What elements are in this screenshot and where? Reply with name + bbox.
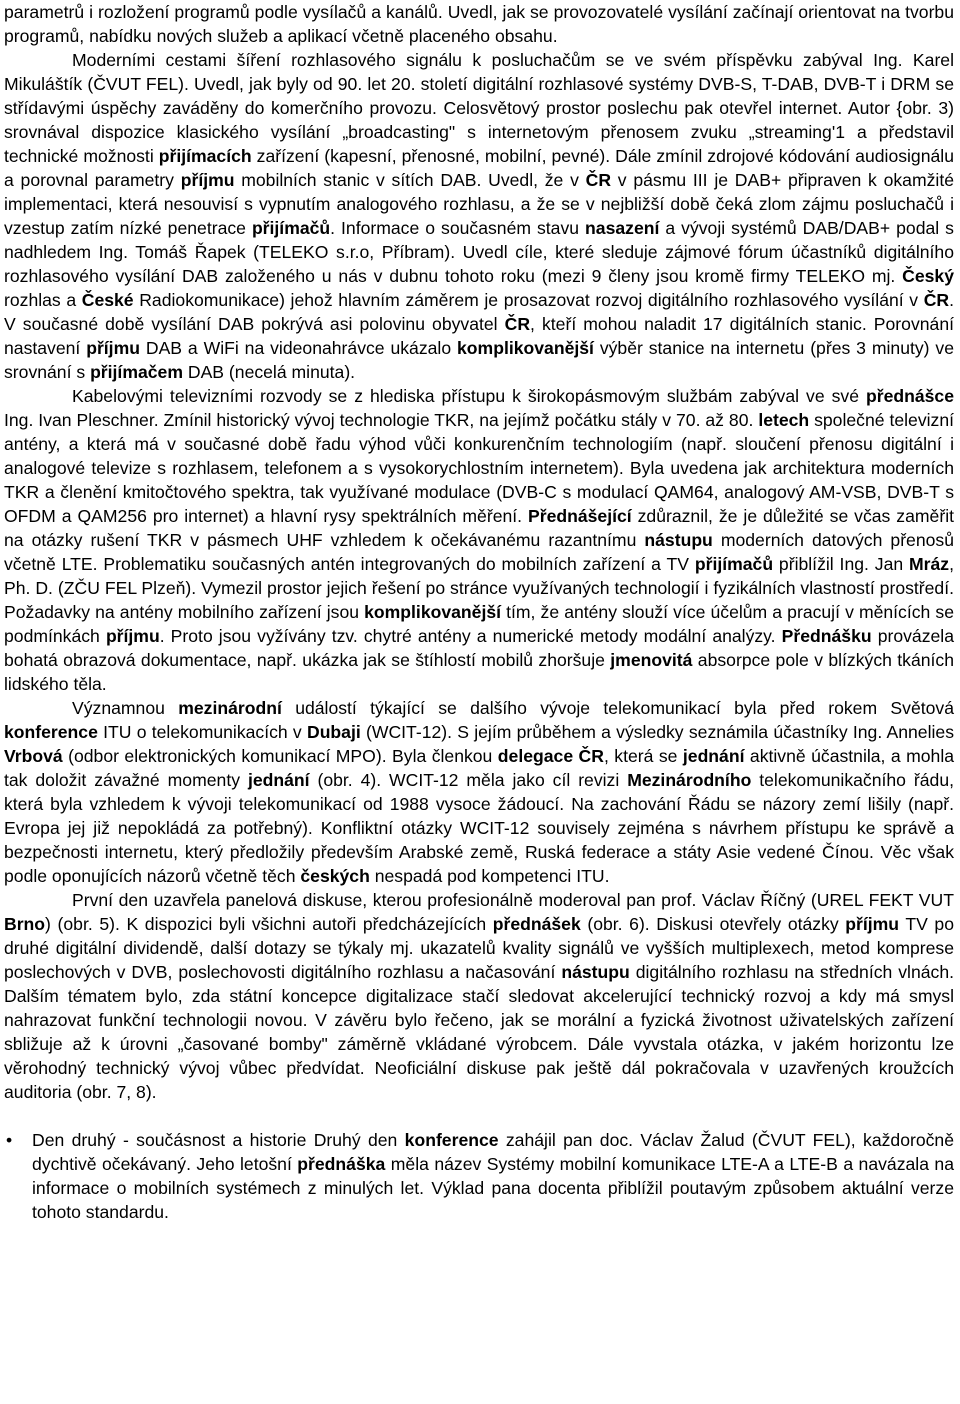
- bold-term: příjmu: [845, 914, 900, 934]
- bold-term: přednášek: [492, 914, 581, 934]
- bold-term: Vrbová: [4, 746, 63, 766]
- paragraph: [4, 48, 954, 384]
- text-run: ) (obr. 5). K dispozici byli všichni autoři předcházejících: [45, 914, 493, 934]
- bold-term: konference: [4, 722, 98, 742]
- text-run: provázela bohatá obrazová dokumentace, např. ukázka jak se štíhlostí mobilů zhoršuje: [4, 626, 954, 670]
- text-run: mobilních stanic v sítích DAB. Uvedl, že v: [234, 170, 586, 190]
- bold-term: jmenovitá: [610, 650, 693, 670]
- bold-term: českých: [300, 866, 370, 886]
- paragraph: [4, 0, 954, 48]
- bold-term: ČR: [585, 170, 612, 190]
- bold-term: Mráz: [909, 554, 950, 574]
- paragraph: [4, 696, 954, 888]
- bold-term: přednáška: [297, 1154, 386, 1174]
- text-run: , kteří mohou naladit 17 digitálních stanic. Porovnání nastavení: [4, 314, 954, 358]
- text-run: v pásmu III je DAB+ připraven k okamžité implementaci, která nesouvisí s vypnutím analogového rozhlasu, a že se v nejbližší době čeká zlom zájmu posluchačů i vzestup zatím nízké penetrace: [4, 170, 955, 238]
- text-run: společné televizní antény, a která má v současné době řadu výhod vůči konkurenčním technologiím (např. sloučení přenosu digitální i analogové televize s rozhlasem, telefonem a s vysokorychlostním internetem). Byla uvedena jak architektura moderních TKR a členění kmitočtového spektra, tak využívané modulace (DVB-C s modulací QAM64, analogový AM-VSB, DVB-T s OFDM a QAM256 pro internet) a hlavní rysy spektrálních měření.: [4, 410, 955, 526]
- bullet-text: [32, 1128, 954, 1224]
- bold-term: jednání: [247, 770, 310, 790]
- text-run: . Informace o současném stavu: [330, 218, 586, 238]
- bold-term: komplikovanější: [457, 338, 594, 358]
- bold-term: Mezinárodního: [627, 770, 752, 790]
- bold-term: Přednášející: [528, 506, 632, 526]
- text-run: Moderními cestami šíření rozhlasového signálu k posluchačům se ve svém příspěvku zabýval Ing. Karel Mikuláštík (ČVUT FEL). Uvedl, jak byly od 90. let 20. století digitální rozhlasové systémy DVB-S, T-DAB, DVB-T i DRM se střídavými úspěchy zaváděny do komerčního provozu. Celosvětový prostor poslechu pak otevřel internet. Autor {obr. 3) srovnával dispozice klasického vysílání „broadcasting" s internetovým přenosem zvuku „streaming'1 a představil technické možnosti: [4, 50, 954, 166]
- text-run: zdůraznil, že je důležité se včas zaměřit na otázky rušení TKR v pásmech UHF vzhledem k očekávanému razantnímu: [4, 506, 954, 550]
- text-run: , Ph. D. (ZČU FEL Plzeň). Vymezil prostor jejich řešení po stránce využívaných technologií i fyzikálních vlastností prostředí. Požadavky na antény mobilního zařízení jsou: [4, 554, 954, 622]
- text-run: moderních datových přenosů včetně LTE. Problematiku současných antén integrovaných do mobilních zařízení a TV: [4, 530, 954, 574]
- bold-term: ČR: [923, 290, 950, 310]
- text-run: TV po druhé digitální dividendě, další dotazy se týkaly mj. ukazatelů kvality signálů ve vyšších multiplexech, metod komprese poslechových v DVB, poslechovosti digitálního rozhlasu a načasování: [4, 914, 954, 982]
- bold-term: nástupu: [561, 962, 630, 982]
- text-run: absorpce pole v blízkých tkáních lidského těla.: [4, 650, 955, 694]
- bold-term: přijímacích: [158, 146, 252, 166]
- bold-term: přijímačů: [251, 218, 331, 238]
- bold-term: nasazení: [585, 218, 660, 238]
- text-run: (odbor elektronických komunikací MPO). Byla členkou: [62, 746, 498, 766]
- text-run: (obr. 6). Diskusi otevřely otázky: [580, 914, 846, 934]
- text-run: (obr. 4). WCIT-12 měla jako cíl revizi: [309, 770, 628, 790]
- text-run: digitálního rozhlasu na středních vlnách. Dalším tématem bylo, zda státní koncepce digitalizace stačí sledovat akcelerující technický rozvoj a kdy má smysl nahrazovat funkční technologii novou. V závěru bylo řečeno, jak se morální a fyzická životnost uživatelských zařízení sbližuje až k úrovni „časované bomby" záměrně vkládané výrobcem. Dále vyvstala otázka, v jakém horizontu lze věrohodný technický vývoj vůbec předvídat. Neoficiální diskuse pak ještě dál pokračovala v uzavřených kroužcích auditoria (obr. 7, 8).: [4, 962, 954, 1102]
- paragraph: [4, 384, 954, 696]
- paragraph: [4, 888, 954, 1104]
- text-run: (WCIT-12). S jejím průběhem a výsledky seznámila účastníky Ing. Annelies: [360, 722, 954, 742]
- text-run: . V současné době vysílání DAB pokrývá asi polovinu obyvatel: [4, 290, 955, 334]
- bold-term: nástupu: [644, 530, 713, 550]
- text-run: , která se: [603, 746, 683, 766]
- bold-term: příjmu: [105, 626, 160, 646]
- text-run: přiblížil Ing. Jan: [773, 554, 910, 574]
- text-run: Radiokomunikace) jehož hlavním záměrem je prosazovat rozvoj digitálního rozhlasového vysílání v: [133, 290, 924, 310]
- bullet-item: [4, 1128, 954, 1224]
- text-run: Ing. Ivan Pleschner. Zmínil historický vývoj technologie TKR, na jejímž počátku stály v 70. až 80.: [4, 410, 759, 430]
- text-run: nespadá pod kompetenci ITU.: [369, 866, 610, 886]
- text-run: a vývoji systémů DAB/DAB+ podal s nadhledem Ing. Tomáš Řapek (TELEKO s.r.o, Příbram). Uvedl cíle, které sleduje zájmové fórum účastníků digitálního rozhlasového vysílání DAB založeného u nás v dubnu tohoto roku (mezi 9 členy jsou kromě firmy TELEKO mj.: [4, 218, 954, 286]
- bold-term: Brno: [4, 914, 46, 934]
- bold-term: delegace ČR: [497, 746, 604, 766]
- text-run: DAB (necelá minuta).: [182, 362, 356, 382]
- bold-term: Český: [902, 266, 954, 286]
- text-run: událostí týkající se dalšího vývoje telekomunikací byla před rokem Světová: [281, 698, 955, 718]
- text-run: Den druhý - součásnost a historie Druhý den: [32, 1130, 405, 1150]
- bold-term: přijímačů: [694, 554, 774, 574]
- text-run: Významnou: [72, 698, 179, 718]
- bold-term: ČR: [504, 314, 531, 334]
- bullet-icon: •: [6, 1130, 13, 1150]
- text-run: telekomunikačního řádu, která byla vzhledem k vývoji telekomunikací od 1988 vysoce žádoucí. Na zachování Řádu se názory zemí lišily (např. Evropa jej již nepokládá za potřebný). Konfliktní otázky WCIT-12 souvisely zejména s návrhem přístupu ke správě a bezpečnosti internetu, který předložily především Arabské země, Ruská federace a státy Asie vedené Čínou. Věc však podle oponujících názorů včetně těch: [4, 770, 954, 886]
- text-run: zahájil pan doc. Václav Žalud (ČVUT FEL), každoročně dychtivě očekávaný. Jeho letošní: [32, 1130, 954, 1174]
- bold-term: příjmu: [86, 338, 140, 358]
- bold-term: České: [81, 290, 134, 310]
- text-run: tím, že antény slouží více účelům a pracují v měnících se podmínkách: [4, 602, 954, 646]
- bold-term: přijímačem: [90, 362, 183, 382]
- text-run: parametrů i rozložení programů podle vysílačů a kanálů. Uvedl, jak se provozovatelé vysílání začínají orientovat na tvorbu programů, nabídku nových služeb a aplikací včetně placeného obsahu.: [4, 2, 954, 46]
- bold-term: komplikovanější: [364, 602, 502, 622]
- text-run: ITU o telekomunikacích v: [97, 722, 307, 742]
- bold-term: mezinárodní: [178, 698, 282, 718]
- bold-term: letech: [758, 410, 810, 430]
- bold-term: příjmu: [180, 170, 235, 190]
- bold-term: Přednášku: [781, 626, 872, 646]
- bold-term: Dubaji: [306, 722, 361, 742]
- text-run: Kabelovými televizními rozvody se z hlediska přístupu k širokopásmovým službám zabýval ve své: [72, 386, 866, 406]
- text-run: měla název Systémy mobilní komunikace LTE-A a LTE-B a navázala na informace o mobilních systémech z minulých let. Výklad pana docenta přiblížil poutavým způsobem aktuální verze tohoto standardu.: [32, 1154, 954, 1222]
- text-run: výběr stanice na internetu (přes 3 minuty) ve srovnání s: [4, 338, 955, 382]
- text-run: DAB a WiFi na videonahrávce ukázalo: [139, 338, 458, 358]
- text-run: aktivně účastnila, a mohla tak doložit závažné momenty: [4, 746, 955, 790]
- text-run: První den uzavřela panelová diskuse, kterou profesionálně moderoval pan prof. Václav Říčný (UREL FEKT VUT: [72, 890, 954, 910]
- text-run: rozhlas a: [4, 290, 82, 310]
- bold-term: konference: [404, 1130, 499, 1150]
- bold-term: přednášce: [865, 386, 954, 406]
- bold-term: jednání: [682, 746, 745, 766]
- text-run: zařízení (kapesní, přenosné, mobilní, pevné). Dále zmínil zdrojové kódování audiosignálu a porovnal parametry: [4, 146, 954, 190]
- text-run: . Proto jsou vyžívány tzv. chytré antény a numerické metody modální analýzy.: [159, 626, 782, 646]
